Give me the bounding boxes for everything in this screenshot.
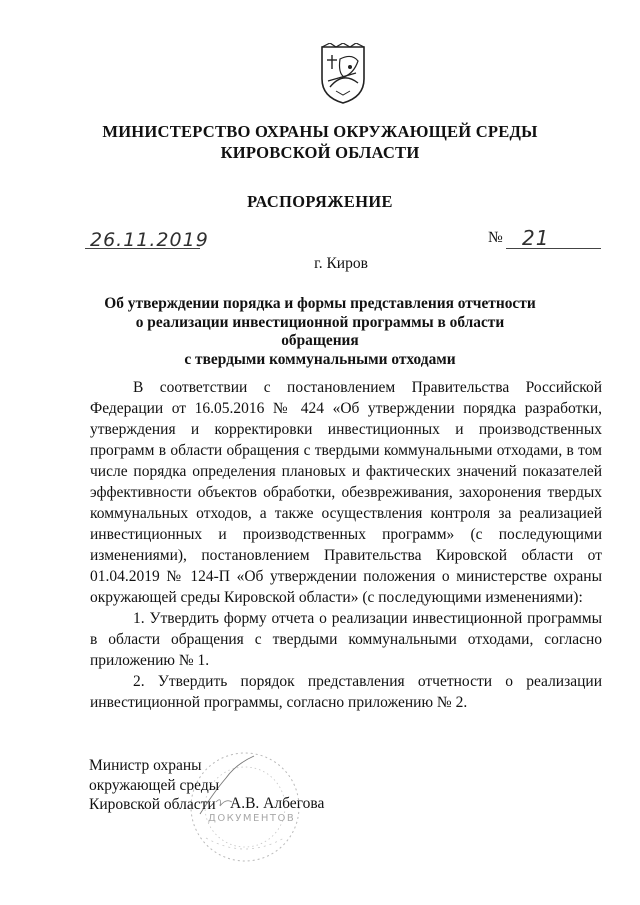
city-name: г. Киров — [314, 255, 368, 272]
ministry-name-line-2: КИРОВСКОЙ ОБЛАСТИ — [220, 143, 420, 162]
number-sign: № — [488, 229, 503, 246]
position-line-2: окружающей среды — [89, 776, 220, 794]
ministry-name-line-1: МИНИСТЕРСТВО ОХРАНЫ ОКРУЖАЮЩЕЙ СРЕДЫ — [102, 122, 538, 141]
preamble-paragraph: В соответствии с постановлением Правительства Российской Федерации от 16.05.2016 № 424 «Об утверждении порядка разработки, утверждения и корректировки инвестиционных и производственных программ в области обращения с твердыми коммунальными отходами, в том числе порядка определения плановых и фактических значений показателей эффективности объектов обработки, обезвреживания, захоронения твердых коммунальных отходов, а также осуществления контроля за реализацией инвестиционных и производственных программ» (с последующими изменениями), постановлением Правительства Кировской области от 01.04.2019 № 124-П «Об утверждении положения о министерстве охраны окружающей среды Кировской области» (с последующими изменениями): — [90, 379, 602, 606]
stamp-text: ДОКУМЕНТОВ — [208, 813, 296, 824]
signatory-position — [89, 756, 219, 815]
signatory-name: А.В. Албегова — [230, 795, 325, 812]
subject-line-2: о реализации инвестиционной программы в области обращения — [135, 313, 505, 349]
order-item-2: 2. Утвердить порядок представления отчетности о реализации инвестиционной программы, согласно приложению № 2. — [90, 673, 602, 711]
order-body — [90, 377, 602, 713]
number-underline — [506, 248, 601, 249]
order-number: 21 — [522, 226, 550, 250]
position-line-3: Кировской области — [89, 796, 216, 813]
document-type-title: РАСПОРЯЖЕНИЕ — [247, 192, 393, 211]
subject-line-1: Об утверждении порядка и формы представления отчетности — [104, 295, 536, 312]
order-item-1: 1. Утвердить форму отчета о реализации инвестиционной программы в области обращения с твердыми коммунальными отходами, согласно приложению № 1. — [90, 610, 602, 669]
subject-line-3: с твердыми коммунальными отходами — [184, 350, 456, 368]
order-date: 26.11.2019 — [90, 229, 209, 251]
date-underline — [85, 248, 200, 249]
ministry-name — [0, 121, 640, 163]
coat-of-arms-emblem — [318, 43, 368, 105]
order-subject — [100, 295, 540, 369]
position-line-1: Министр охраны — [89, 757, 202, 774]
